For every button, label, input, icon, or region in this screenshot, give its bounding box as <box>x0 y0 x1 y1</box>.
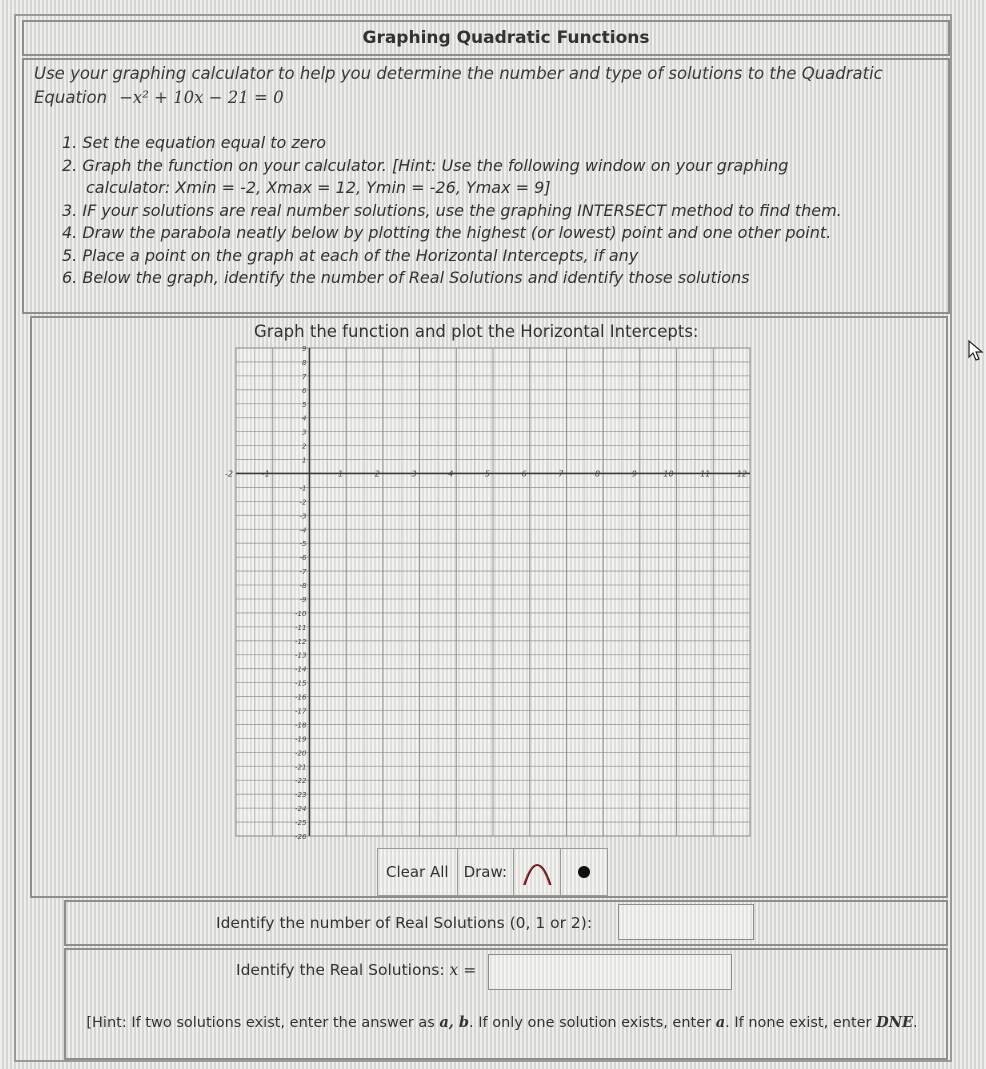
steps-list <box>62 132 922 290</box>
y-tick-label: 1 <box>301 456 307 465</box>
solutions-input[interactable] <box>488 954 732 990</box>
x-tick-label: 9 <box>631 469 637 479</box>
x-tick-label: 10 <box>663 469 674 479</box>
point-icon <box>576 864 592 880</box>
y-tick-label: -24 <box>294 805 307 814</box>
y-tick-label: -15 <box>294 679 307 688</box>
x-tick-label: 6 <box>521 469 527 479</box>
x-tick-label: 5 <box>484 469 490 479</box>
point-tool-button[interactable] <box>560 849 607 895</box>
step-text: Below the graph, identify the number of Real Solutions and identify those solutions <box>82 268 750 287</box>
y-tick-label: -16 <box>294 693 307 702</box>
draw-label: Draw: <box>463 863 508 881</box>
x-tick-label: 1 <box>338 469 344 479</box>
hint-part: . <box>913 1015 918 1031</box>
y-tick-label: -23 <box>294 791 307 800</box>
intro-line: Use your graphing calculator to help you determine the number and type of solutions to the Quadratic <box>34 64 883 83</box>
step-number: 4. <box>62 223 78 242</box>
step-6 <box>62 267 922 290</box>
x-tick-label: 2 <box>374 469 380 479</box>
y-tick-label: -6 <box>299 554 307 563</box>
graph-canvas[interactable] <box>225 344 754 841</box>
step-text: Graph the function on your calculator. [Hint: Use the following window on your graphing <box>82 155 789 175</box>
y-tick-label: 3 <box>301 428 307 437</box>
y-tick-label: -17 <box>294 707 307 716</box>
solution-count-input[interactable] <box>618 904 754 940</box>
y-tick-label: -19 <box>294 735 307 744</box>
x-tick-label: 11 <box>700 469 711 479</box>
y-tick-label: -20 <box>294 749 307 758</box>
clear-all-button[interactable]: Clear All <box>378 849 458 895</box>
intro-text <box>34 62 934 110</box>
step-2 <box>62 155 922 200</box>
hint-text <box>82 1013 922 1033</box>
solutions-label <box>236 961 476 979</box>
x-tick-label: 7 <box>558 469 564 479</box>
y-tick-label: -2 <box>299 498 307 507</box>
equation-prefix: Equation <box>34 88 108 107</box>
y-tick-label: -7 <box>299 568 307 577</box>
solutions-equals: = <box>463 961 477 979</box>
hint-part: [Hint: If two solutions exist, enter the answer as <box>86 1015 440 1031</box>
step-4 <box>62 222 922 245</box>
y-tick-label: 5 <box>301 400 307 409</box>
parabola-tool-button[interactable] <box>513 849 560 895</box>
y-tick-label: 9 <box>301 345 307 353</box>
step-text: IF your solutions are real number solutions, use the graphing INTERSECT method to find them. <box>82 200 842 220</box>
y-tick-label: 6 <box>301 386 307 395</box>
step-5 <box>62 245 922 268</box>
parabola-icon <box>520 857 554 887</box>
step-number: 5. <box>62 245 78 265</box>
page-title: Graphing Quadratic Functions <box>362 28 650 48</box>
step-number: 2. <box>62 155 78 175</box>
x-tick-label: -1 <box>261 469 270 479</box>
step-number: 1. <box>62 133 78 152</box>
y-tick-label: -26 <box>294 833 307 841</box>
step-text: Draw the parabola neatly below by plotting the highest (or lowest) point and one other point. <box>82 223 832 242</box>
step-number: 3. <box>62 200 78 220</box>
draw-toolbar <box>377 848 608 896</box>
step-text: Place a point on the graph at each of the Horizontal Intercepts, if any <box>82 245 639 265</box>
y-tick-label: -21 <box>294 763 307 772</box>
x-tick-label: 8 <box>595 469 601 479</box>
y-tick-label: -8 <box>299 582 307 591</box>
title-bar <box>22 20 950 56</box>
hint-dne: DNE <box>876 1014 914 1031</box>
equation: −x² + 10x − 21 = 0 <box>119 88 284 107</box>
solutions-variable: x <box>449 961 459 979</box>
step-text: Set the equation equal to zero <box>82 133 326 152</box>
y-tick-label: -13 <box>294 651 307 660</box>
y-tick-label: 4 <box>301 414 307 423</box>
y-tick-label: -4 <box>299 526 307 535</box>
hint-var-a: a <box>715 1014 726 1031</box>
step-number: 6. <box>62 268 78 287</box>
y-tick-label: -11 <box>294 623 307 632</box>
y-tick-label: -14 <box>294 665 307 674</box>
mouse-cursor-icon <box>968 340 984 362</box>
solution-count-label: Identify the number of Real Solutions (0, 1 or 2): <box>216 914 593 932</box>
x-tick-label: -2 <box>225 469 233 479</box>
graph-label: Graph the function and plot the Horizontal Intercepts: <box>254 322 699 341</box>
step-3 <box>62 200 922 223</box>
hint-part: . If none exist, enter <box>725 1015 877 1031</box>
intro-equation-line <box>34 86 934 110</box>
instructions-panel <box>22 58 950 314</box>
y-tick-label: 7 <box>301 372 307 381</box>
y-tick-label: -1 <box>299 484 307 493</box>
hint-part: . If only one solution exists, enter <box>469 1015 716 1031</box>
solutions-label-text: Identify the Real Solutions: <box>236 961 445 979</box>
y-tick-label: -5 <box>299 540 307 549</box>
y-tick-label: -10 <box>294 609 307 618</box>
y-tick-label: 8 <box>301 358 307 367</box>
y-tick-label: -22 <box>294 777 307 786</box>
y-tick-label: -12 <box>294 637 307 646</box>
x-tick-label: 4 <box>448 469 454 479</box>
step-1 <box>62 132 922 155</box>
hint-var-ab: a, b <box>439 1014 470 1031</box>
x-tick-label: 3 <box>411 469 417 479</box>
y-tick-label: -3 <box>299 512 307 521</box>
y-tick-label: -18 <box>294 721 307 730</box>
y-tick-label: -9 <box>299 595 307 604</box>
x-tick-label: 12 <box>736 469 747 479</box>
step-continuation: calculator: Xmin = -2, Xmax = 12, Ymin = -26, Ymax = 9] <box>86 178 551 197</box>
y-tick-label: -25 <box>294 819 307 828</box>
y-tick-label: 2 <box>301 442 307 451</box>
